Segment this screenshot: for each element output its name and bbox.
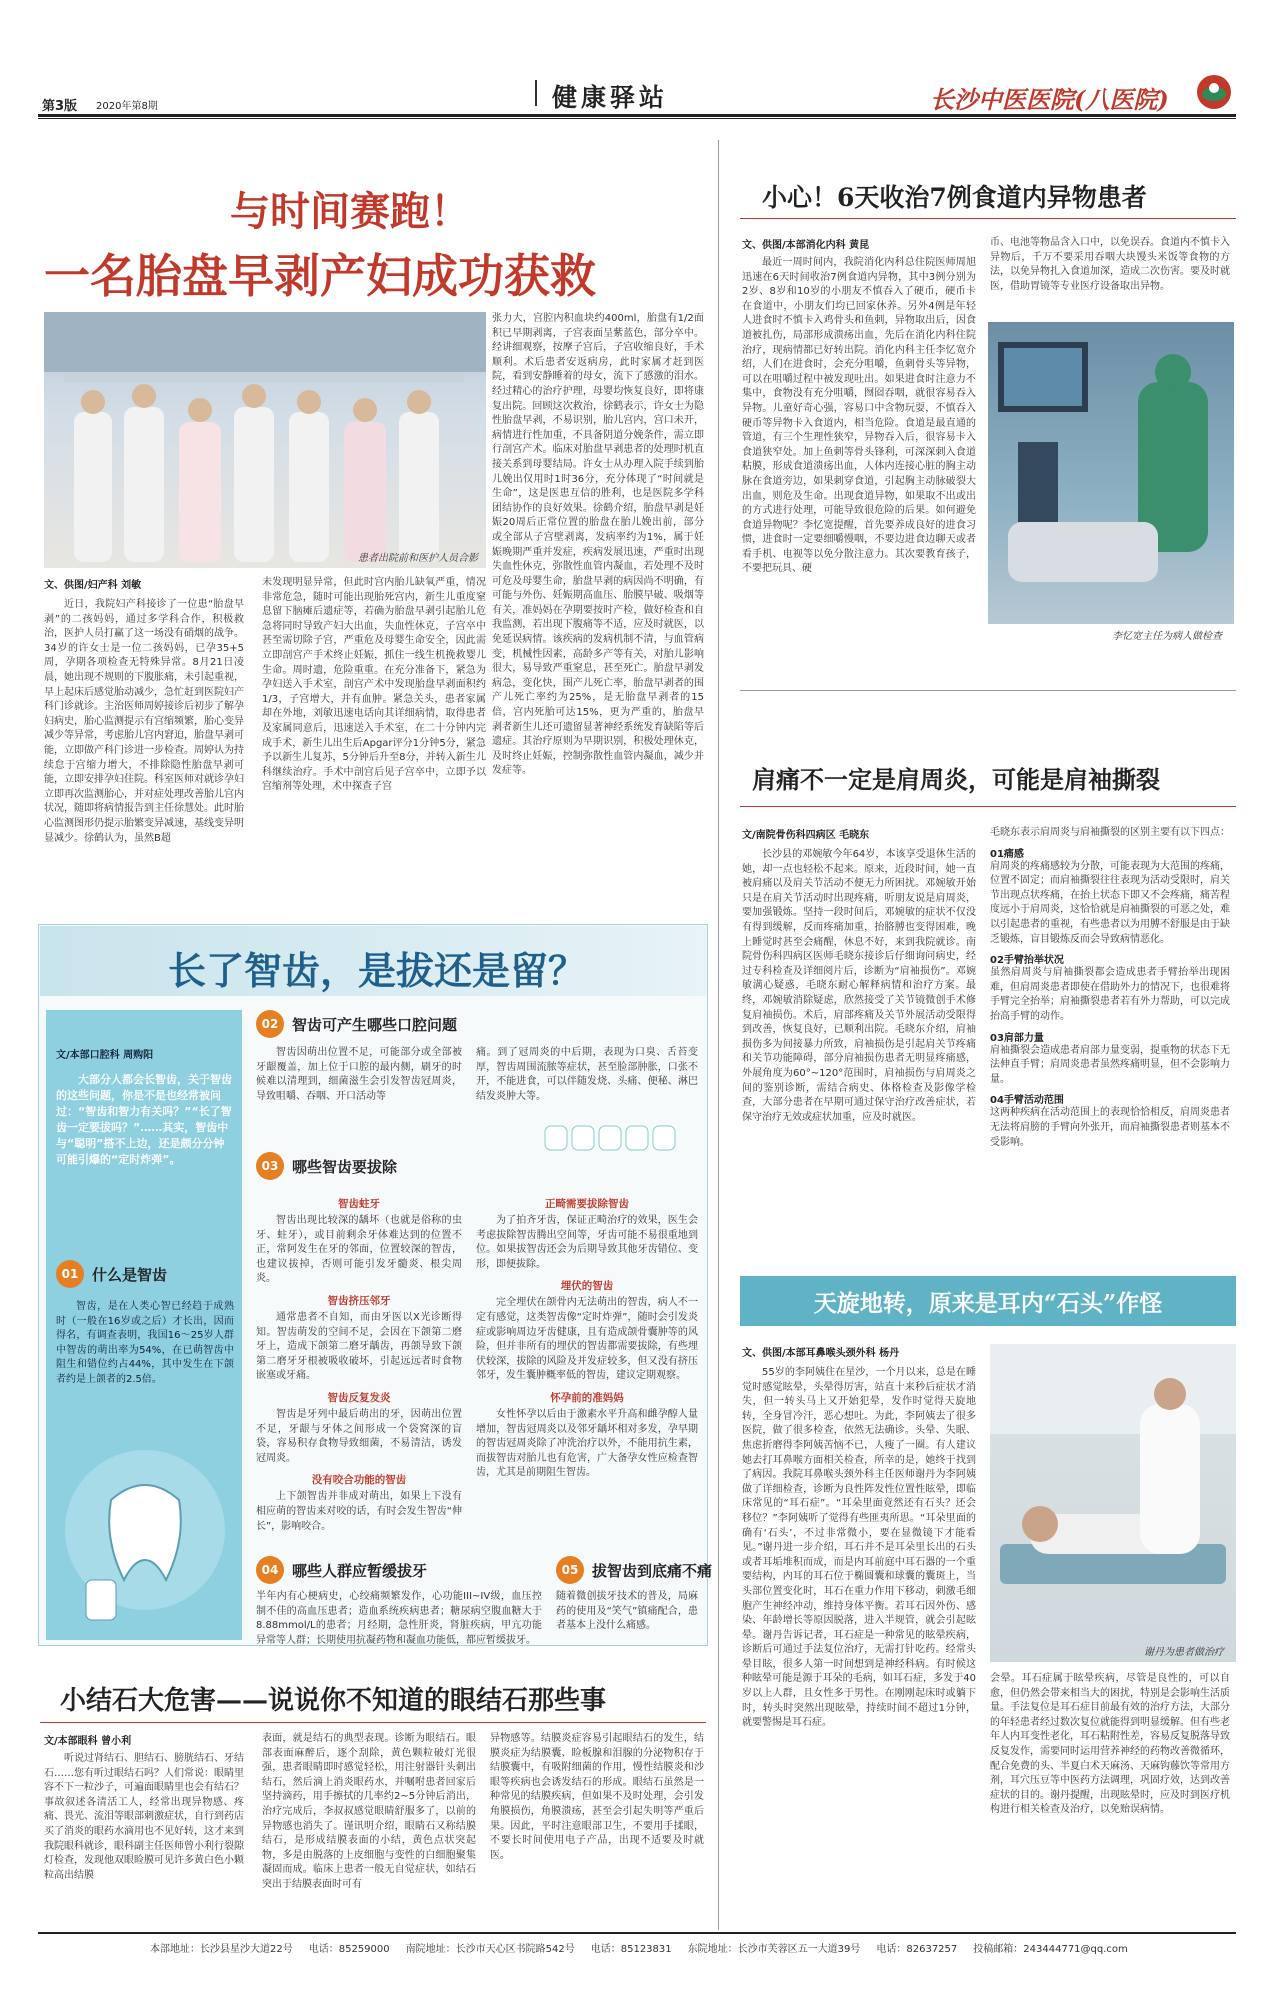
footer-address-main: 本部地址：长沙县星沙大道22号 bbox=[150, 1944, 293, 1955]
masthead bbox=[0, 0, 1276, 116]
s3-item7-title: 怀孕前的准妈妈 bbox=[550, 1391, 624, 1404]
article4-photo-caption: 谢丹为患者做治疗 bbox=[1144, 1647, 1224, 1658]
article3-point3: 肩袖撕裂会造成患者肩部力量变弱，提重物的状态下无法伸直手臂；肩周炎患者虽然疼痛明显，但不会影响力量。 bbox=[990, 1044, 1230, 1085]
footer-phone-south: 电话：85123831 bbox=[590, 1944, 672, 1955]
article2-col2: 币、电池等物品含入口中，以免误吞。食道内不慎卡入异物后，千万不要采用吞咽大块馒头米饭等食物的方法，以免异物扎入食道加深，造成二次伤害。要及时就医，借助胃镜等专业医疗设备取出异物。 bbox=[990, 237, 1230, 292]
s3-item4-title: 没有咬合功能的智齿 bbox=[311, 1474, 407, 1487]
article2-title: 小心！6天收治7例食道内异物患者 bbox=[762, 183, 1147, 212]
article3-point2: 虽然肩周炎与肩袖撕裂都会造成患者手臂抬举出现困难，但肩周炎患者即使在借助外力的情况下，也很难将手臂完全抬举；肩袖撕裂患者若有外力帮助，可以完成抬高手臂的动作。 bbox=[990, 967, 1230, 1022]
section-number-badge: 04 bbox=[256, 1556, 284, 1584]
article3-intro: 毛晓东表示肩周炎与肩袖撕裂的区别主要有以下四点： bbox=[990, 827, 1230, 838]
s3-item5-title: 正畸需要拔除智齿 bbox=[545, 1198, 629, 1210]
article5-s1-title: 什么是智齿 bbox=[92, 1265, 168, 1284]
hospital-logo-icon bbox=[1196, 74, 1232, 110]
article4-photo bbox=[990, 1344, 1236, 1662]
article1-title-line2: 一名胎盘早剥产妇成功获救 bbox=[44, 249, 596, 303]
article1-col3: 张力大，宫腔内积血块约400ml，胎盘有1/2面积已早期剥离，子宫表面呈紫蓝色，部分卒中。经讲细观察，按摩子宫后，子宫收缩良好，手术顺利。术后患者安返病房，此时家属才赶到医院，看到安静睡着的母女，流下了感激的泪水。经过精心的治疗护理，母婴均恢复良好，即将康复出院。回顾这次救治，徐鹤表示，许女士为隐性胎盘早剥，不易识别，胎儿宫内，宫口未开，病情进行性加重，不具备阴道分娩条件，需立即行剖宫产术。临床对胎盘早剥患者的处理时机直接关系到母婴结局。许女士从办理入院手续到胎儿娩出仅用时1时36分，充分体现了“时间就是生命”，这是医患互信的胜利，也是医院多学科团结协作的良好效果。徐鹤介绍，胎盘早剥是妊娠20周后正常位置的胎盘在胎儿娩出前，部分或全部从子宫壁剥离，发病率约为1%，属于妊娠晚期严重并发症，疾病发展迅速，严重时出现失血性休克，弥散性血管内凝血，若处理不及时可危及母婴生命，胎盘早剥的病因尚不明确，有可能与外伤、妊娠期高血压、胎膜早破、吸烟等有关，准妈妈在孕期要按时产检，做好检查和自我监测，若出现下腹痛等不适，应及时就医，以免延误病情。该疾病的发病机制不清，与血管病变，机械性因素，高龄多产等有关，对胎儿影响很大，易导致严重窒息，甚至死亡。胎盘早剥发病急，变化快，围产儿死亡率，胎盘早剥者的围产儿死亡率约为25%，是无胎盘早剥者的15倍，宫内死胎可达15%，更为严重的，胎盘早剥者新生儿还可遗留显著神经系统发育缺陷等后遗症。其治疗原则为早期识别，积极处理休克，及时终止妊娠，控制弥散性血管内凝血，减少并发症等。 bbox=[492, 313, 704, 777]
article6-byline: 文/本部眼科 曾小利 bbox=[44, 1736, 132, 1747]
s3-item6: 完全埋伏在颌骨内无法萌出的智齿，病人不一定有感觉，这类智齿像“定时炸弹”，随时会引发炎症或影响周边牙齿健康，且有造成颌骨囊肿等的风险，但并非所有的埋伏的智齿都需要拔除，有些埋伏较深，拔除的风险及并发症较多，但又没有挤压邻牙，发生囊肿概率低的智齿，建议定期观察。 bbox=[476, 1297, 698, 1382]
article3-col1: 长沙县的邓婉敏今年64岁，本该享受退休生活的她，却一点也轻松不起来。原来，近段时间，她一直被肩痛以及肩关节活动不便无力所困扰。邓婉敏开始只是在肩关节活动时出现疼痛，听朋友说是肩周炎，要加强锻炼。坚持一段时间后，邓婉敏的症状不仅没有得到缓解，反而疼痛加重，抬胳膊也变得困难，晚上睡觉时甚至会痛醒，休息不好，来到我院就诊。南院骨伤科四病区医师毛晓东接诊后仔细询问病史，经过专科检查及详细阅片后，诊断为“肩袖损伤”。邓婉敏满心疑惑，毛晓东耐心解释病情和治疗方案。最终，邓婉敏消除疑虑，欣然接受了关节镜微创手术修复肩袖损伤。术后，肩部疼痛及关节外展活动受限得到改善，恢复良好，已顺利出院。毛晓东介绍，肩袖损伤多为间接暴力所致，肩袖损伤是引起肩关节疼痛和关节功能障碍，部分肩袖损伤患者无明显疼痛感，外展角度为60°~120°范围时，肩袖损伤与肩周炎之间的鉴别诊断，需结合病史、体格检查及影像学检查，大部分患者在早期可通过保守治疗改善症状，若保守治疗无效或症状加重，应及时就医。 bbox=[742, 849, 976, 1123]
footer-address-south: 南院地址：长沙市天心区书院路542号 bbox=[405, 1944, 575, 1955]
article5-s1-head bbox=[56, 1260, 167, 1288]
article5-s3-title: 哪些智齿要拔除 bbox=[292, 1157, 398, 1176]
article3-col2 bbox=[990, 826, 1230, 1240]
article4-col1: 55岁的李阿姨住在星沙，一个月以来，总是在睡觉时感觉眩晕，头晕得厉害，站直十来秒后症状才消失，但一转头马上又开始犯晕，发作时觉得天旋地转，全身冒冷汗，恶心想吐。为此，李阿姨去了很多医院，做了很多检查，依然无法确诊。头晕、失眠、焦虑折磨得李阿姨苦恼不已，人瘦了一圈。有人建议她去打耳鼻喉方面相关检查，所幸的是，她终于找到了病因。我院耳鼻喉头颈外科主任医师谢丹为李阿姨做了详细检查，诊断为良性阵发性位置性眩晕，即临床常见的“耳石症”。“耳朵里面竟然还有石头？还会移位？”李阿姨听了觉得有些匪夷所思。“耳朵里面的确有‘石头’，不过非常微小，要在显微镜下才能看见。”谢丹进一步介绍，耳石并不是耳朵里长出的石头或者耳垢堆积而成，而是内耳前庭中耳石器的一个重要结构，内耳的耳石位于椭圆囊和球囊的囊斑上，当头部位置变化时，耳石在重力作用下移动，刺激毛细胞产生神经冲动，维持身体平衡。若耳石因外伤、感染、年龄增长等原因脱落，进入半规管，就会引起眩晕。谢丹告诉记者，耳石症是一种常见的眩晕疾病，诊断后可通过手法复位治疗，无需打针吃药。经常头晕目眩，很多人第一时间想到是神经科病。有时候这种眩晕可能是源于耳朵的毛病，如耳石症，多发于40岁以上人群，且女性多于男性。在刚刚起床时或躺下时，转头时突然出现眩晕，持续时间不超过1分钟，就要警惕是耳石症。 bbox=[742, 1367, 976, 1729]
article3-byline: 文/南院骨伤科四病区 毛晓东 bbox=[742, 830, 870, 841]
article4-title: 天旋地转，原来是耳内“石头”作怪 bbox=[813, 1289, 1163, 1317]
article5-byline: 文/本部口腔科 周购阳 bbox=[56, 1050, 154, 1061]
tooth-illustration bbox=[56, 1430, 234, 1630]
article6-col3: 异物感等。结膜炎症容易引起眼结石的发生，结膜炎症为结膜囊、睑板腺和泪腺的分泌物积存于结膜囊中，有吸附细菌的作用，慢性结膜炎和沙眼等疾病也会诱发结石的形成。眼结石虽然是一种常见的结膜疾病，但如果不及时处理，会引发角膜损伤，角膜溃疡，甚至会引起失明等严重后果。因此，平时注意眼部卫生，不要用手揉眼，不要长时间使用电子产品，出现不适要及时就医。 bbox=[490, 1733, 704, 1861]
footer-address-east: 东院地址：长沙市芙蓉区五一大道39号 bbox=[687, 1944, 861, 1955]
s3-item3: 智齿是牙列中最后萌出的牙，因萌出位置不足，牙龈与牙体之间形成一个袋窝深的盲袋，容易积存食物导致细菌，不易清洁，诱发冠周炎。 bbox=[256, 1408, 462, 1464]
article2-byline: 文、供图/本部消化内科 黄昆 bbox=[742, 240, 870, 251]
section-number-badge: 03 bbox=[256, 1152, 284, 1180]
s3-item1: 智齿出现比较深的龋坏（也就是俗称的虫牙、蛀牙），或目前剩余牙体难达到的位置不正，常阿发生在牙的邻面，位置较深的智齿，也建议拔掉，否则可能引发牙髓炎、根尖周炎。 bbox=[256, 1215, 462, 1285]
s3-item4: 上下颌智齿并非成对萌出，如果上下没有相应萌的智齿来对咬的话，有时会发生智齿“伸长”，影响咬合。 bbox=[256, 1491, 462, 1532]
article3-point3-title: 03肩部力量 bbox=[990, 1032, 1044, 1044]
article5-lead: 大部分人都会长智齿，关于智齿的这些问题，你是不是也经常被问过：“智齿和智力有关吗？”“长了智齿一定要拔吗？”……其实，智齿中与“聪明”搭不上边，还是颇分分钟可能引爆的“定时炸弹”。 bbox=[56, 1073, 232, 1166]
article5-s2a: 智齿因萌出位置不足，可能部分或全部被牙龈覆盖，加上位于口腔的最内侧，刷牙的时候难以清理到，细菌滋生会引发智齿冠周炎，导致咀嚼、吞咽、开口活动等 bbox=[256, 1047, 462, 1102]
masthead-divider bbox=[535, 80, 537, 106]
article6-col1: 听说过肾结石、胆结石、膀胱结石、牙结石……您有听过眼结石吗？人们常说：眼睛里容不下一粒沙子，可遍面眼睛里也会有结石？事故叙述各清活工人，经常出现异物感、疼痛、畏光、流泪等眼部刺激症状，自行到药店买了消炎的眼药水滴用也不见好转，这才来到我院眼科就诊，眼科副主任医师曾小利行裂隙灯检查，发现他双眼睑膜可见许多黄白色小颗粒高出结膜 bbox=[44, 1753, 244, 1881]
article4-title-banner bbox=[740, 1276, 1236, 1326]
article3-point4-title: 04手臂活动范围 bbox=[990, 1095, 1064, 1107]
s3-item7: 女性怀孕以后由于激素水平升高和雌孕醇人量增加，智齿冠周炎以及邻牙龋坏相对多发，孕早期的智齿冠周炎除了冲洗治疗以外，不能用抗生素，而拔智齿对胎儿也有危害，广大备孕女性应检查智齿，尤其是前期阻生智齿。 bbox=[476, 1408, 698, 1479]
article1-photo bbox=[44, 312, 486, 568]
article5-s2b: 痛。到了冠周炎的中后期，表现为口臭、舌苔变厚，智齿周围流脓等症状，甚至脸部肿胀，口张不开，不能进食，可以伴随发烧、头痛、便秘、淋巴结发炎肿大等。 bbox=[476, 1047, 698, 1102]
article1-col2: 未发现明显异常，但此时宫内胎儿缺氧严重，情况非常危急，随时可能出现胎死宫内，新生儿重度窒息留下脑瘫后遗症等，若确为胎盘早剥引起胎儿危急将同时导致产妇大出血，失血性休克，子宫卒中甚至需切除子宫，严重危及母婴生命安全，因此需立即剖宫产手术终止妊娠，抓住一线生机挽救婴儿生命。周时遗，危险重重。在充分准备下，紧急为孕妇送入手术室，剖宫产术中发现胎盘早剥面积约1/3，子宫增大，并有血肿。紧急关头，患者家属却在外地，刘敏迅速电话向其详细病情，取得患者及家属同意后，迅速送入手术室，在二十分钟内完成手术，新生儿出生后Apgar评分1分钟5分，紧急予以新生儿复苏，5分钟后升至8分，并转入新生儿科继续治疗。手术中剖宫后见子宫卒中，立即予以宫缩剂等处理，术中探查子宫 bbox=[262, 577, 486, 793]
issue-number: 2020年第8期 bbox=[96, 101, 158, 112]
article3-point1: 肩周炎的疼痛感较为分散，可能表现为大范围的疼痛，位置不固定；而肩袖撕裂往往表现为活动受限时，肩关节出现点状疼痛，在抬上状态下即又不会疼痛，痛苦程度远小于肩周炎，这恰恰就是肩袖撕裂的可恶之处，难以引起患者的重视，有些患者以为用膊不舒服是由于缺乏锻炼，盲目锻炼反而会导致病情恶化。 bbox=[990, 860, 1230, 945]
article6-title: 小结石大危害——说说你不知道的眼结石那些事 bbox=[60, 1686, 607, 1716]
s3-item6-title: 埋伏的智齿 bbox=[560, 1280, 614, 1293]
footer-email: 投稿邮箱：243444771@qq.com bbox=[973, 1944, 1128, 1955]
article5-s5: 随着微创拔牙技术的普及，局麻药的使用及“笑气”镇痛配合，患者基本上没什么痛感。 bbox=[556, 1591, 698, 1632]
footer-phone-main: 电话：85259000 bbox=[308, 1944, 390, 1955]
article3-point2-title: 02手臂抬举状况 bbox=[990, 955, 1064, 967]
footer-rule bbox=[38, 1932, 1236, 1934]
section-number-badge: 01 bbox=[56, 1260, 84, 1288]
s3-item5: 为了拍齐牙齿，保证正畸治疗的效果，医生会考虑拔除智齿腾出空间等，牙齿可能不易很重地到位。如果拔智齿还会为后期导致其他牙齿错位、变形，即便拔除。 bbox=[476, 1215, 698, 1270]
article5-title: 长了智齿，是拔还是留？ bbox=[168, 948, 587, 993]
section-number-badge: 05 bbox=[556, 1556, 584, 1584]
article5-s5-head bbox=[556, 1556, 712, 1584]
article2-photo-caption: 李忆宽主任为病人做检查 bbox=[1112, 631, 1222, 642]
article3-title: 肩痛不一定是肩周炎，可能是肩袖撕裂 bbox=[752, 765, 1160, 794]
article5-s3-head bbox=[256, 1152, 397, 1180]
article4-byline: 文、供图/本部耳鼻喉头颈外科 杨丹 bbox=[742, 1348, 900, 1359]
article2-col1: 最近一周时间内，我院消化内科总住院医师周旭迅速在6天时间收治7例食道内异物，其中3例分别为2岁、8岁和10岁的小朋友不慎吞入了硬币，硬币卡在食道中，小朋友们均已回家休养。另外4例是年轻人进食时不慎卡入鸡骨头和鱼刺，异物取出后，因食道被扎伤，局部形成溃疡出血，先后在消化内科住院治疗，现病情都已好转出院。消化内科主任李忆宽介绍，人们在进食时，会充分咀嚼，鱼刺骨头等异物，可以在咀嚼过程中被发现吐出。如果进食时注意力不集中，食物没有充分咀嚼，囫囵吞咽，就很容易吞入异物。儿童好奇心强，容易口中含物玩耍，不慎吞入硬币等异物卡入食道内，相当危险。食道是最直通的管道，有三个生理性狭窄，异物吞入后，很容易卡入食道狭窄处。加上鱼刺等骨头锋利，可深深刺入食道粘膜，形成食道溃疡出血，人体内连接心脏的胸主动脉在食道旁边，如果刺穿食道，引起胸主动脉破裂大出血，则危及生命。出现食道异物，如果取不出或出的方式进行处理，可能导致很危险的后果。如何避免食道异物呢？李忆宽提醒，首先要养成良好的进食习惯，进食时一定要细嚼慢咽，不要边进食边聊天或者看手机、电视等以免分散注意力。其次要教育孩子，不要把玩具、硬 bbox=[742, 257, 976, 575]
article1-title-line1: 与时间赛跑！ bbox=[230, 188, 470, 235]
article1-byline: 文、供图/妇产科 刘敏 bbox=[44, 580, 142, 591]
teeth-row-illustration bbox=[540, 1118, 690, 1154]
footer bbox=[150, 1940, 1240, 1955]
article5-s5-title: 拔智齿到底痛不痛 bbox=[592, 1561, 713, 1580]
s3-item3-title: 智齿反复发炎 bbox=[327, 1391, 391, 1404]
footer-phone-east: 电话：82637257 bbox=[876, 1944, 958, 1955]
article1-photo-caption: 患者出院前和医护人员合影 bbox=[358, 553, 478, 564]
column-divider bbox=[718, 140, 719, 1930]
article5-s2-head bbox=[256, 1010, 457, 1038]
article6-col2: 表面，就是结石的典型表现。诊断为眼结石。眼部表面麻醉后，逐个刮除，黄色颗粒破灯光很强，患者眼睛即时感觉轻松，用注射器针头刺出结石，然后滴上消炎眼药水，并嘱咐患者回家后坚持滴药，用手擦拭的几率约2~5分钟后消出，治疗完成后，李叔叔感觉眼睛舒服多了，以前的异物感也消失了。谨讯明介绍，眼睛石又称结膜结石，是形成结膜表面的小结，黄色点状突起物，多是由脱落的上皮细胞与变性的白细胞聚集凝固而成。临床上患者一般无自觉症状，如结石突出于结膜表面时可有 bbox=[262, 1733, 476, 1890]
article5-s4-title: 哪些人群应暂缓拔牙 bbox=[292, 1561, 428, 1580]
article5-s3-col1 bbox=[256, 1190, 462, 1550]
article5-s1: 智齿，是在人类心智已经趋于成熟时（一般在16岁或之后）才长出，因而得名，有调查表明，我国16～25岁人群中智齿的萌出率为54%，在已萌智齿中阻生和错位约占44%，其中发生在下颌者约是上颌者的2.5倍。 bbox=[56, 1301, 234, 1385]
article5-s3-col2 bbox=[476, 1190, 698, 1479]
section-number-badge: 02 bbox=[256, 1010, 284, 1038]
s3-item2: 通常患者不自知，而由牙医以X光诊断得知。智齿萌发的空间不足，会因在下颌第二磨牙上，造成下颌第二磨牙龋齿，再颌导致下颌第二磨牙牙根被吸收破坏，引起远远者时食物嵌塞或牙痛。 bbox=[256, 1311, 462, 1382]
article5-s4-head bbox=[256, 1556, 427, 1584]
masthead-rule bbox=[38, 114, 1236, 117]
s3-item1-title: 智齿蛀牙 bbox=[338, 1198, 380, 1210]
article3-point1-title: 01痛感 bbox=[990, 848, 1024, 860]
s3-item2-title: 智齿挤压邻牙 bbox=[327, 1294, 391, 1307]
article3-point4: 这两种疾病在活动范围上的表现恰恰相反，肩周炎患者无法将肩膀的手臂向外张开，而肩袖撕裂患者则基本不受影响。 bbox=[990, 1107, 1230, 1148]
section-title: 健康驿站 bbox=[552, 83, 669, 112]
article2-photo bbox=[988, 322, 1234, 642]
article1-col1: 近日，我院妇产科接诊了一位患“胎盘早剥”的二孩妈妈，通过多学科合作，积极救治，医护人员打赢了这一场没有硝烟的战争。34岁的许女士是一位二孩妈妈，已孕35+5周，孕期各项检查无特殊异常。8月21日凌晨，她出现不规则的下腹胀痛，未引起重视，早上起床后感觉胎动减少，急忙赶到医院妇产科门诊就诊。主治医师周婷接诊后初步了解孕妇病史，胎心监测提示有宫缩频繁，胎心变异减少等异常，考虑胎儿宫内窘迫，胎盘早剥可能，立即做产科门诊进一步检查。周婷认为持续怠于宫缩力增大，不排除隐性胎盘早剥可能，立即安排孕妇住院。科室医师对就诊孕妇立即再次监测胎心，并对症处理改善胎儿宫内状况，随即将病情报告到主任徐慧处。此时胎心监测图形仍提示胎繁变异减速，基线变异明显减少。徐鹤认为，虽然B超 bbox=[44, 599, 244, 844]
article5-s4: 半年内有心梗病史，心绞痛频繁发作，心功能III~IV级，血压控制不佳的高血压患者；造血系统疾病患者；糖尿病空腹血糖大于8.88mmol/L的患者；月经期，急性肝炎，肾脏疾病，甲亢功能异常等人群；长期使用抗凝药物和凝血功能低，都应暂缓拔牙。 bbox=[256, 1591, 542, 1646]
article5-s2-title: 智齿可产生哪些口腔问题 bbox=[292, 1015, 458, 1034]
page-number: 第3版 bbox=[42, 99, 78, 114]
article4-col2: 会晕。耳石症属于眩晕疾病，尽管是良性的，可以自愈，但仍然会带来相当大的困扰，特别是会影响生活质量。手法复位是耳石症目前最有效的治疗方法，大部分的年轻患者经过数次复位就能得到明显缓解。但有些老年人内耳变性老化，耳石粘附性差，容易反复脱落导致反复发作，需要同时运用营养神经的药物改善微循环，配合免费的头、半夏白术天麻汤、天麻钩藤饮等常用方剂，耳穴压豆等中医药方法调理，巩固疗效，达到改善症状的目的。谢丹提醒，出现眩晕时，应及时到医疗机构进行相关检查及治疗，以免贻误病情。 bbox=[990, 1673, 1230, 1816]
hospital-logo-text: 长沙中医医院(八医院) bbox=[930, 85, 1169, 114]
